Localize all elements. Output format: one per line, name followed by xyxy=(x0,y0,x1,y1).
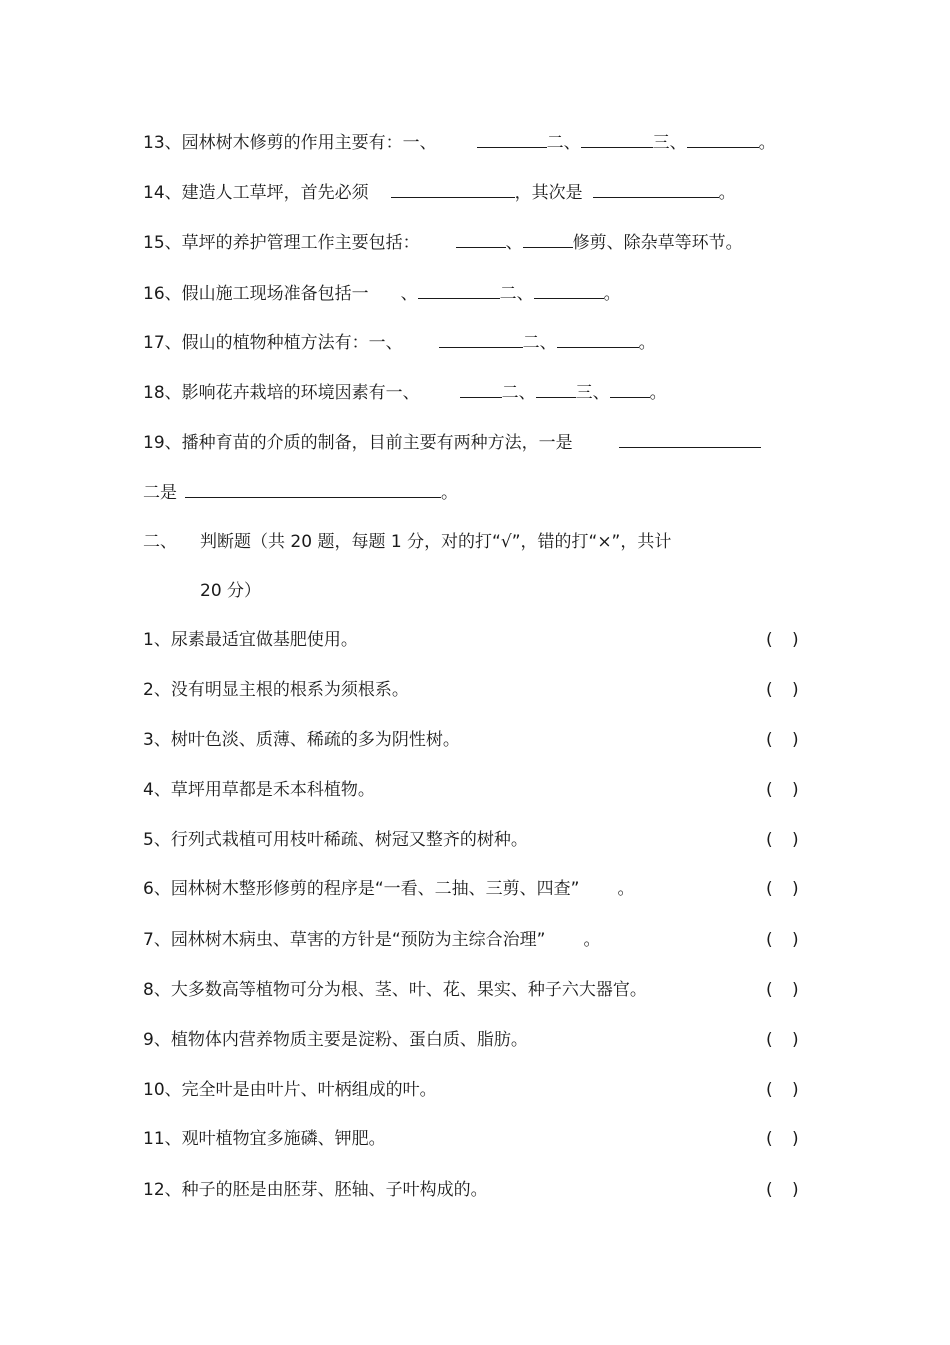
judgement-11: 11、观叶植物宜多施磷、钾肥。 xyxy=(143,1129,386,1149)
question-14 xyxy=(143,181,736,204)
judgement-9: 9、植物体内营养物质主要是淀粉、蛋白质、脂肪。 xyxy=(143,1030,528,1050)
judgement-2: 2、没有明显主根的根系为须根系。 xyxy=(143,680,409,700)
q18-sep-2: 二、 xyxy=(501,383,536,403)
judgement-7: 7、园林树木病虫、草害的方针是“预防为主综合治理” 。 xyxy=(143,930,601,950)
answer-paren-2[interactable]: ( ) xyxy=(766,680,799,700)
q15-sep: 、 xyxy=(505,233,523,253)
section-2-heading: 判断题（共 20 题，每题 1 分，对的打“√”，错的打“×”，共计 xyxy=(200,532,672,552)
section-2-heading-cont: 20 分） xyxy=(200,581,262,601)
q19-text: 19、播种育苗的介质的制备，目前主要有两种方法，一是 xyxy=(143,433,573,453)
judgement-8: 8、大多数高等植物可分为根、茎、叶、花、果实、种子六大器官。 xyxy=(143,980,647,1000)
question-19-cont xyxy=(143,481,458,504)
q13-sep-2: 二、 xyxy=(546,133,581,153)
q19-end: 。 xyxy=(441,483,458,503)
q19-blank-1[interactable] xyxy=(619,431,761,448)
answer-paren-4[interactable]: ( ) xyxy=(766,780,799,800)
q14-blank-2[interactable] xyxy=(593,181,719,198)
q18-text: 18、影响花卉栽培的环境因素有一、 xyxy=(143,383,420,403)
q13-end: 。 xyxy=(758,133,776,153)
q13-blank-1[interactable] xyxy=(477,131,547,148)
q17-sep: 二、 xyxy=(522,333,557,353)
q15-end: 修剪、除杂草等环节。 xyxy=(572,233,743,253)
q18-sep-3: 三、 xyxy=(575,383,610,403)
answer-paren-6[interactable]: ( ) xyxy=(766,879,799,899)
judgement-1: 1、尿素最适宜做基肥使用。 xyxy=(143,630,358,650)
question-16 xyxy=(143,282,621,305)
question-17 xyxy=(143,331,656,354)
q16-blank-1[interactable] xyxy=(418,282,500,299)
q13-text: 13、园林树木修剪的作用主要有：一、 xyxy=(143,133,437,153)
q16-text: 16、假山施工现场准备包括一 xyxy=(143,284,369,304)
q16-blank-2[interactable] xyxy=(534,282,604,299)
answer-paren-11[interactable]: ( ) xyxy=(766,1129,799,1149)
q19-blank-2[interactable] xyxy=(185,481,441,498)
q18-blank-3[interactable] xyxy=(610,381,650,398)
q16-sep-2: 二、 xyxy=(499,284,534,304)
answer-paren-3[interactable]: ( ) xyxy=(766,730,799,750)
judgement-3: 3、树叶色淡、质薄、稀疏的多为阴性树。 xyxy=(143,730,460,750)
q16-end: 。 xyxy=(603,284,621,304)
question-15 xyxy=(143,231,743,254)
answer-paren-1[interactable]: ( ) xyxy=(766,630,799,650)
q17-blank-2[interactable] xyxy=(557,331,639,348)
answer-paren-12[interactable]: ( ) xyxy=(766,1180,799,1200)
answer-paren-9[interactable]: ( ) xyxy=(766,1030,799,1050)
judgement-6: 6、园林树木整形修剪的程序是“一看、二抽、三剪、四查” 。 xyxy=(143,879,635,899)
section-2-number: 二、 xyxy=(143,532,177,552)
q15-text: 15、草坪的养护管理工作主要包括： xyxy=(143,233,420,253)
question-13 xyxy=(143,131,776,154)
answer-paren-8[interactable]: ( ) xyxy=(766,980,799,1000)
q17-text: 17、假山的植物种植方法有：一、 xyxy=(143,333,403,353)
q14-sep: ，其次是 xyxy=(514,183,583,203)
q14-text: 14、建造人工草坪，首先必须 xyxy=(143,183,369,203)
judgement-10: 10、完全叶是由叶片、叶柄组成的叶。 xyxy=(143,1080,437,1100)
q18-blank-2[interactable] xyxy=(536,381,576,398)
answer-paren-5[interactable]: ( ) xyxy=(766,830,799,850)
q16-sep-1: 、 xyxy=(400,284,418,304)
q13-blank-2[interactable] xyxy=(581,131,653,148)
q18-blank-1[interactable] xyxy=(460,381,502,398)
q17-blank-1[interactable] xyxy=(439,331,523,348)
q18-end: 。 xyxy=(649,383,667,403)
q14-end: 。 xyxy=(718,183,736,203)
q15-blank-2[interactable] xyxy=(523,231,573,248)
q13-blank-3[interactable] xyxy=(687,131,759,148)
judgement-4: 4、草坪用草都是禾本科植物。 xyxy=(143,780,375,800)
judgement-5: 5、行列式栽植可用枝叶稀疏、树冠又整齐的树种。 xyxy=(143,830,528,850)
q13-sep-3: 三、 xyxy=(652,133,687,153)
q19-second-label: 二是 xyxy=(143,483,177,503)
judgement-12: 12、种子的胚是由胚芽、胚轴、子叶构成的。 xyxy=(143,1180,488,1200)
q17-end: 。 xyxy=(638,333,656,353)
answer-paren-7[interactable]: ( ) xyxy=(766,930,799,950)
q14-blank-1[interactable] xyxy=(391,181,515,198)
answer-paren-10[interactable]: ( ) xyxy=(766,1080,799,1100)
q15-blank-1[interactable] xyxy=(456,231,506,248)
question-19 xyxy=(143,431,761,454)
question-18 xyxy=(143,381,667,404)
